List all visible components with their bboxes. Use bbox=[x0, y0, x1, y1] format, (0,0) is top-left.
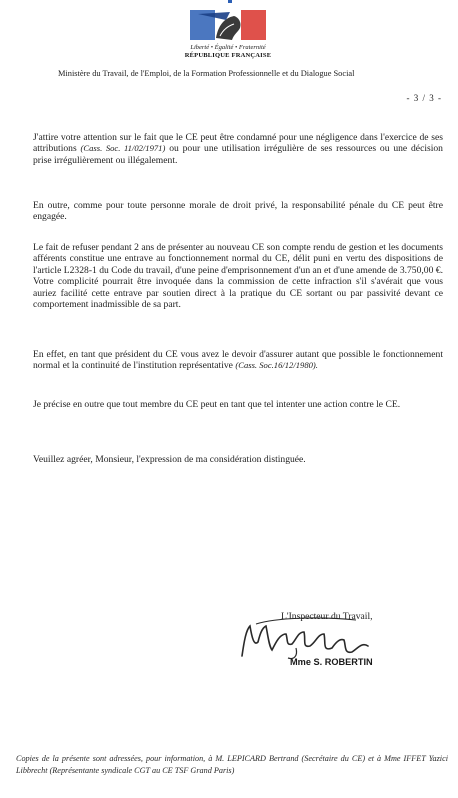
copies-note: Copies de la présente sont adressées, pour information, à M. LEPICARD Bertrand (Secrétaire du CE) et à Mme IFFET Yazici Libbrecht (Représentante syndicale CGT au CE TSF Grand Paris) bbox=[16, 754, 448, 775]
closing-formula: Veuillez agréer, Monsieur, l'expression de ma considération distinguée. bbox=[33, 454, 306, 465]
paragraph-member-action: Je précise en outre que tout membre du CE peut en tant que tel intenter une action contre le CE. bbox=[33, 399, 401, 410]
case-reference: (Cass. Soc.16/12/1980). bbox=[235, 360, 318, 371]
case-reference: (Cass. Soc. 11/02/1971) bbox=[80, 143, 166, 154]
ministry-line: Ministère du Travail, de l'Emploi, de la Formation Professionnelle et du Dialogue Social bbox=[58, 69, 355, 78]
signer-title: L'Inspecteur du Travail, bbox=[281, 611, 373, 622]
paragraph-president-duty bbox=[33, 349, 443, 372]
page-number: - 3 / 3 - bbox=[406, 93, 442, 103]
paragraph-text: En effet, en tant que président du CE vous avez le devoir d'assurer autant que possible le fonctionnement normal et la continuité de l'institution représentative bbox=[33, 349, 443, 372]
republic-motto: Liberté • Égalité • Fraternité bbox=[190, 44, 266, 51]
paragraph-text: J'attire votre attention sur le fait que le CE peut être condamné pour une négligence dans l'exercice de ses attributions bbox=[33, 132, 443, 155]
paragraph-penal: En outre, comme pour toute personne morale de droit privé, la responsabilité pénale du CE peut être engagée. bbox=[33, 200, 443, 223]
paragraph-liability bbox=[33, 132, 443, 166]
signer-name: Mme S. ROBERTIN bbox=[290, 657, 373, 667]
paragraph-text: ou pour une utilisation irrégulière de ses ressources ou une décision prise irrégulièrement ou illégalement. bbox=[33, 143, 443, 166]
marianne-logo bbox=[190, 8, 266, 42]
scan-mark bbox=[228, 0, 232, 3]
republic-name: RÉPUBLIQUE FRANÇAISE bbox=[184, 52, 272, 59]
paragraph-obstruction: Le fait de refuser pendant 2 ans de présenter au nouveau CE son compte rendu de gestion et les documents afférents constitue une entrave au fonctionnement normal du CE, délit puni en vertu des dispositions de l'article L2328-1 du Code du travail, d'une peine d'emprisonnement d'un an et d'une amende de 3.750,00 €. Votre complicité pourrait être invoquée dans la commission de cette infraction s'il s'avérait que vous auriez facilité cette entrave par soutien direct à la pratique du CE sortant ou par passivité devant ce comportement inadmissible de sa part. bbox=[33, 242, 443, 311]
